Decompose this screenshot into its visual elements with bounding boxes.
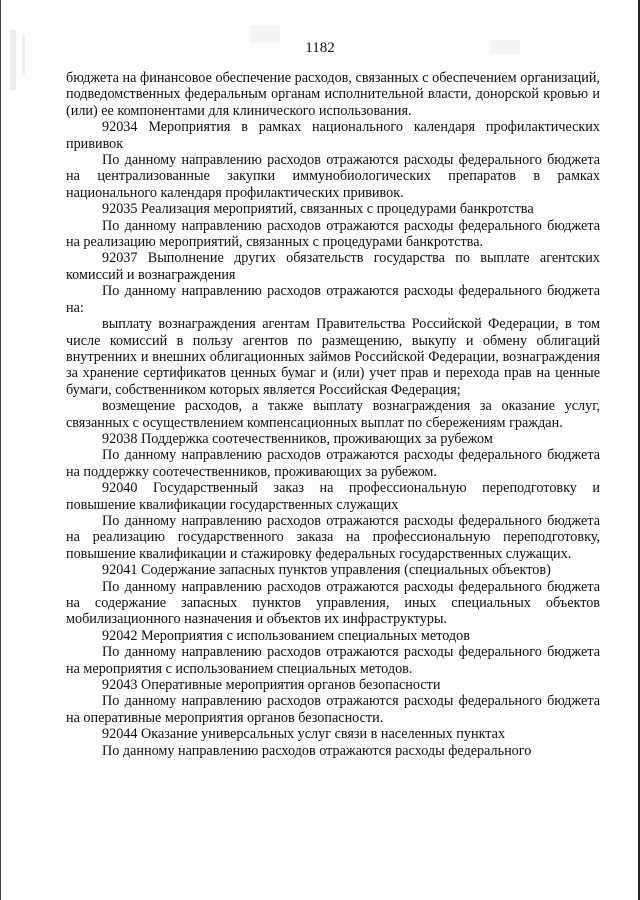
paragraph: По данному направлению расходов отражаются расходы федерального бюджета на централизованные закупки иммунобиологических препаратов в рамках национального календаря профилактических прививок. (66, 152, 600, 201)
paragraph: 92035 Реализация мероприятий, связанных с процедурами банкротства (102, 201, 534, 218)
paragraph: По данному направлению расходов отражаются расходы федерального бюджета на оперативные мероприятия органов безопасности. (66, 693, 600, 726)
paragraph: По данному направлению расходов отражаются расходы федерального бюджета на: (66, 283, 600, 316)
paragraph: 92040 Государственный заказ на профессиональную переподготовку и повышение квалификации государственных служащих (66, 480, 600, 513)
page-number: 1182 (305, 40, 335, 56)
paragraph: По данному направлению расходов отражаются расходы федерального (102, 742, 532, 759)
paragraph: По данному направлению расходов отражаются расходы федерального бюджета на реализацию государственного заказа на профессиональную переподготовку, повышение квалификации и стажировку федеральных государственных служащих. (66, 512, 600, 562)
paragraph: выплату вознаграждения агентам Правительства Российской Федерации, в том числе комиссий в пользу агентов по размещению, выкупу и обмену облигаций внутренних и внешних облигационных займов Российской Федерации, вознаграждения за хранение сертификатов ценных бумаг и (или) учет прав и перехода прав на ценные бумаги, собственником которых является Российская Федерация; (66, 316, 600, 398)
paragraph: 92044 Оказание универсальных услуг связи в населенных пунктах (102, 726, 506, 743)
paragraph: возмещение расходов, а также выплату вознаграждения за оказание услуг, связанных с осуществлением компенсационных выплат по сбережениям граждан. (66, 398, 600, 431)
paragraph: 92042 Мероприятия с использованием специальных методов (102, 627, 470, 644)
paragraph: 92043 Оперативные мероприятия органов безопасности (102, 677, 441, 694)
scan-artifact (10, 30, 16, 90)
paragraph: 92038 Поддержка соотечественников, проживающих за рубежом (102, 430, 493, 447)
paragraph: 92041 Содержание запасных пунктов управления (специальных объектов) (102, 562, 551, 579)
paragraph: 92034 Мероприятия в рамках национального календаря профилактических прививок (66, 119, 600, 152)
paragraph: По данному направлению расходов отражаются расходы федерального бюджета на реализацию мероприятий, связанных с процедурами банкротства. (66, 217, 600, 251)
document-body (66, 70, 600, 759)
paragraph: По данному направлению расходов отражаются расходы федерального бюджета на мероприятия с использованием специальных методов. (66, 644, 600, 677)
paragraph: бюджета на финансовое обеспечение расходов, связанных с обеспечением организаций, подведомственных федеральным органам исполнительной власти, донорской кровью и (или) ее компонентами для клинического использования. (66, 70, 600, 119)
scan-edge-left (0, 0, 1, 900)
paragraph: По данному направлению расходов отражаются расходы федерального бюджета на поддержку соотечественников, проживающих за рубежом. (66, 447, 600, 480)
paragraph: По данному направлению расходов отражаются расходы федерального бюджета на содержание запасных пунктов управления, иных специальных объектов мобилизационного назначения и объектов их инфраструктуры. (66, 578, 600, 628)
paragraph: 92037 Выполнение других обязательств государства по выплате агентских комиссий и вознаграждения (66, 250, 600, 283)
